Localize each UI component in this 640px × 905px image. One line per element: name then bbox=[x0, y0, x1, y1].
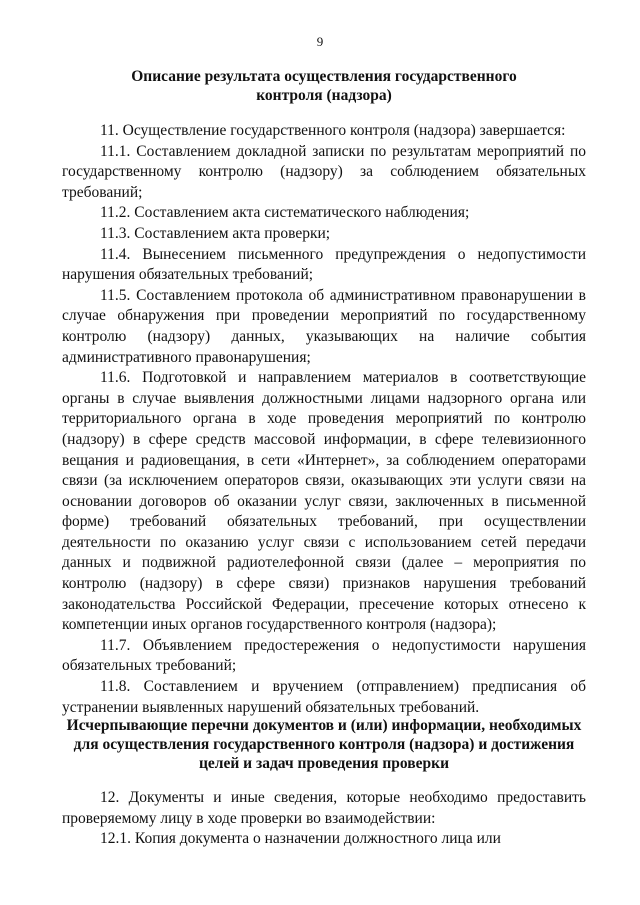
section-body-result bbox=[62, 121, 586, 718]
paragraph: 11.5. Составлением протокола об административном правонарушении в случае обнаружения при проведении мероприятий по государственному контролю (надзору) данных, указывающих на наличие события административного правонарушения; bbox=[62, 286, 586, 366]
paragraph: 11.1. Составлением докладной записки по результатам мероприятий по государственному контролю (надзору) за соблюдением обязательных требований; bbox=[62, 142, 586, 201]
paragraph: 11.6. Подготовкой и направлением материалов в соответствующие органы в случае выявления должностными лицами надзорного органа или территориального органа в ходе проведения мероприятий по контролю (надзору) в сфере средств массовой информации, в сфере телевизионного вещания и радиовещания, в сети «Интернет», за соблюдением операторами связи (за исключением операторов связи, оказывающих эти услуги связи на основании договоров об оказании услуг связи, заключенных в письменной форме) требований обязательных требований, при осуществлении деятельности по оказанию услуг связи с использованием сетей передачи данных и подвижной радиотелефонной связи (далее – мероприятия по контролю (надзору) в сфере связи) признаков нарушения требований законодательства Российской Федерации, пресечение которых отнесено к компетенции иных органов государственного контроля (надзора); bbox=[62, 369, 586, 634]
paragraph: 12.1. Копия документа о назначении должностного лица или bbox=[100, 830, 501, 848]
paragraph: 11.8. Составлением и вручением (отправлением) предписания об устранении выявленных нарушений обязательных требований. bbox=[62, 678, 586, 716]
paragraph: 11. Осуществление государственного контроля (надзора) завершается: bbox=[100, 122, 566, 139]
section-heading-result bbox=[62, 67, 586, 105]
page-number: 9 bbox=[316, 34, 324, 49]
heading-line: Исчерпывающие перечни документов и (или) информации, необходимых bbox=[66, 717, 582, 734]
heading-line: для осуществления государственного контроля (надзора) и достижения bbox=[73, 736, 575, 753]
heading-line: целей и задач проведения проверки bbox=[198, 755, 449, 772]
section-heading-documents bbox=[62, 716, 586, 773]
paragraph: 12. Документы и иные сведения, которые необходимо предоставить проверяемому лицу в ходе проверки во взаимодействии: bbox=[62, 789, 586, 827]
section-body-documents bbox=[62, 788, 586, 850]
paragraph: 11.3. Составлением акта проверки; bbox=[100, 224, 331, 242]
heading-line: контроля (надзора) bbox=[256, 87, 392, 104]
paragraph: 11.7. Объявлением предостережения о недопустимости нарушения обязательных требований; bbox=[62, 636, 586, 675]
paragraph: 11.4. Вынесением письменного предупреждения о недопустимости нарушения обязательных требований; bbox=[62, 245, 586, 284]
heading-line: Описание результата осуществления государственного bbox=[131, 68, 517, 85]
paragraph: 11.2. Составлением акта систематического наблюдения; bbox=[100, 204, 470, 222]
